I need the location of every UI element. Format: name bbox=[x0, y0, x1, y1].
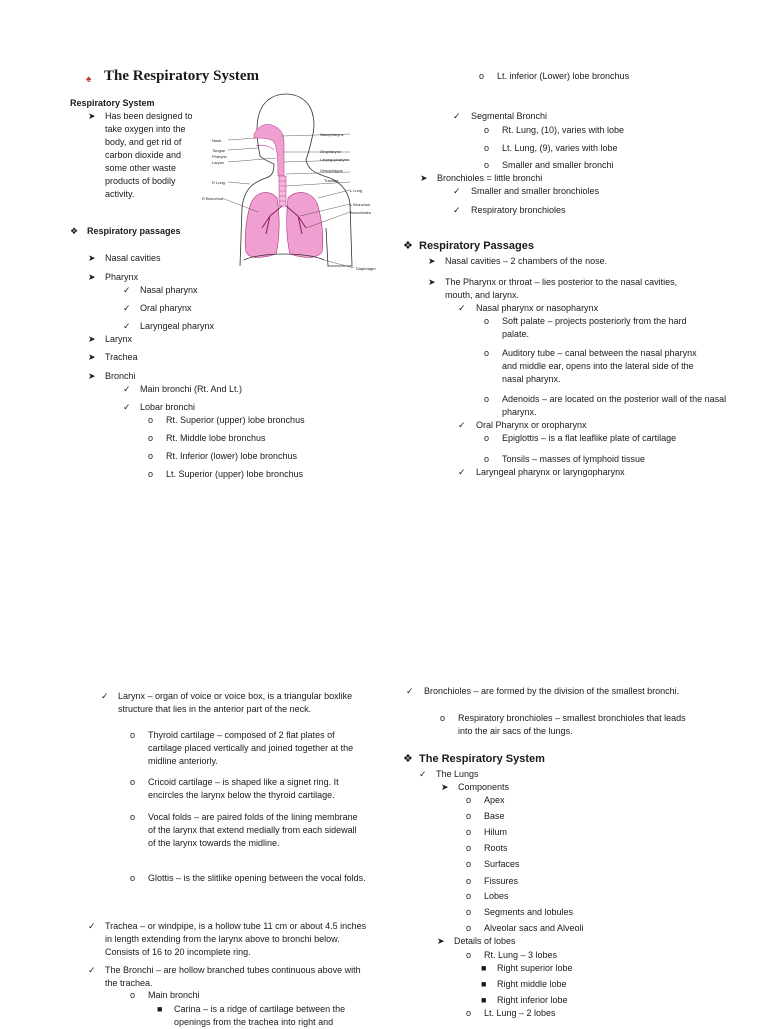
diagram-label-laryngopharynx: Laryngopharynx bbox=[320, 157, 349, 162]
list-item-bronchi: Bronchi bbox=[105, 371, 136, 381]
diagram-label-r-bronchus: R Bronchus bbox=[202, 196, 223, 201]
check-bullet-icon: ✓ bbox=[453, 205, 461, 215]
respiratory-system-subhead: Respiratory System bbox=[70, 98, 155, 108]
list-item-bronchioles: Bronchioles = little bronchi bbox=[437, 173, 543, 183]
arrow-bullet-icon: ➤ bbox=[88, 111, 96, 121]
circle-bullet-icon: o bbox=[130, 777, 136, 787]
bronchioles-definition: Bronchioles – are formed by the division of the smallest bronchi. bbox=[424, 686, 680, 696]
list-item-details-of-lobes: Details of lobes bbox=[454, 936, 516, 946]
component-item: Fissures bbox=[484, 876, 519, 886]
left-lung-shape bbox=[287, 192, 323, 257]
arrow-bullet-icon: ➤ bbox=[420, 173, 428, 183]
component-item: Base bbox=[484, 811, 505, 821]
list-item-rt-middle: Rt. Middle lobe bronchus bbox=[166, 433, 266, 443]
circle-bullet-icon: o bbox=[130, 990, 136, 1000]
check-bullet-icon: ✓ bbox=[123, 402, 131, 412]
list-item-laryngeal-pharynx: Laryngeal pharynx bbox=[140, 321, 215, 331]
list-item-larynx: Larynx bbox=[105, 334, 133, 344]
list-item-rt-inferior: Rt. Inferior (lower) lobe bronchus bbox=[166, 451, 298, 461]
list-item-components: Components bbox=[458, 782, 510, 792]
list-item-trachea: Trachea bbox=[105, 352, 138, 362]
circle-bullet-icon: o bbox=[148, 451, 154, 461]
circle-bullet-icon: o bbox=[466, 907, 472, 917]
arrow-bullet-icon: ➤ bbox=[88, 352, 96, 362]
auditory-tube-definition: Auditory tube – canal between the nasal pharynx and middle ear, opens into the lateral side of the nasal pharynx. bbox=[502, 348, 697, 384]
list-item-rt-lung-lobes: Rt. Lung – 3 lobes bbox=[484, 950, 558, 960]
component-item: Alveolar sacs and Alveoli bbox=[484, 923, 584, 933]
check-bullet-icon: ✓ bbox=[123, 321, 131, 331]
arrow-bullet-icon: ➤ bbox=[88, 334, 96, 344]
check-bullet-icon: ✓ bbox=[419, 769, 427, 779]
soft-palate-definition: Soft palate – projects posteriorly from the hard palate. bbox=[502, 316, 687, 339]
component-item: Surfaces bbox=[484, 859, 520, 869]
respiratory-passages-heading-2: Respiratory Passages bbox=[419, 240, 534, 252]
square-bullet-icon: ■ bbox=[481, 963, 487, 973]
list-item-smaller-bronchioles: Smaller and smaller bronchioles bbox=[471, 186, 600, 196]
nasal-cavities-definition: Nasal cavities – 2 chambers of the nose. bbox=[445, 256, 608, 266]
diagram-label-tongue: Tongue bbox=[212, 148, 226, 153]
circle-bullet-icon: o bbox=[466, 891, 472, 901]
check-bullet-icon: ✓ bbox=[123, 303, 131, 313]
cricoid-cartilage-definition: Cricoid cartilage – is shaped like a signet ring. It encircles the larynx below the thyroid cartilage. bbox=[148, 777, 339, 800]
list-item-nasopharynx: Nasal pharynx or nasopharynx bbox=[476, 303, 599, 313]
glottis-definition: Glottis – is the slitlike opening between the vocal folds. bbox=[148, 873, 366, 883]
larynx-definition: Larynx – organ of voice or voice box, is a triangular boxlike structure that lies in the anterior part of the neck. bbox=[118, 691, 353, 714]
arrow-bullet-icon: ➤ bbox=[88, 253, 96, 263]
diamond-bullet-icon: ❖ bbox=[70, 226, 79, 236]
list-item-right-middle-lobe: Right middle lobe bbox=[497, 979, 567, 989]
arrow-bullet-icon: ➤ bbox=[441, 782, 449, 792]
check-bullet-icon: ✓ bbox=[458, 467, 466, 477]
circle-bullet-icon: o bbox=[479, 71, 485, 81]
arrow-bullet-icon: ➤ bbox=[437, 936, 445, 946]
check-bullet-icon: ✓ bbox=[453, 186, 461, 196]
list-item-lobar-bronchi: Lobar bronchi bbox=[140, 402, 196, 412]
check-bullet-icon: ✓ bbox=[458, 303, 466, 313]
list-item-main-bronchi: Main bronchi (Rt. And Lt.) bbox=[140, 384, 243, 394]
check-bullet-icon: ✓ bbox=[406, 686, 414, 696]
check-bullet-icon: ✓ bbox=[458, 420, 466, 430]
list-item-rt-superior: Rt. Superior (upper) lobe bronchus bbox=[166, 415, 305, 425]
check-bullet-icon: ✓ bbox=[453, 111, 461, 121]
list-item-nasal-pharynx: Nasal pharynx bbox=[140, 285, 198, 295]
circle-bullet-icon: o bbox=[484, 454, 490, 464]
circle-bullet-icon: o bbox=[466, 795, 472, 805]
arrow-bullet-icon: ➤ bbox=[428, 277, 436, 287]
circle-bullet-icon: o bbox=[148, 433, 154, 443]
square-bullet-icon: ■ bbox=[481, 979, 487, 989]
check-bullet-icon: ✓ bbox=[123, 384, 131, 394]
circle-bullet-icon: o bbox=[130, 812, 136, 822]
circle-bullet-icon: o bbox=[484, 143, 490, 153]
diamond-bullet-icon: ❖ bbox=[403, 753, 413, 765]
diagram-label-diaphragm: Diaphragm bbox=[356, 266, 376, 271]
circle-bullet-icon: o bbox=[440, 713, 446, 723]
diagram-label-nose: Nose bbox=[212, 138, 222, 143]
check-bullet-icon: ✓ bbox=[101, 691, 109, 701]
diagram-label-oesophagus: Oesophagus bbox=[320, 168, 343, 173]
list-item-right-inferior-lobe: Right inferior lobe bbox=[497, 995, 568, 1005]
square-bullet-icon: ■ bbox=[481, 995, 487, 1005]
circle-bullet-icon: o bbox=[130, 730, 136, 740]
circle-bullet-icon: o bbox=[130, 873, 136, 883]
list-item-oral-pharynx: Oral pharynx bbox=[140, 303, 192, 313]
list-item-laryngopharynx: Laryngeal pharynx or laryngopharynx bbox=[476, 467, 625, 477]
list-item-nasal-cavities: Nasal cavities bbox=[105, 253, 161, 263]
component-item: Lobes bbox=[484, 891, 509, 901]
pharynx-definition: The Pharynx or throat – lies posterior to the nasal cavities, mouth, and larynx. bbox=[445, 277, 678, 300]
adenoids-definition: Adenoids – are located on the posterior wall of the nasal pharynx. bbox=[502, 394, 727, 417]
circle-bullet-icon: o bbox=[466, 859, 472, 869]
bronchi-definition: The Bronchi – are hollow branched tubes continuous above with the trachea. bbox=[105, 965, 361, 988]
circle-bullet-icon: o bbox=[148, 469, 154, 479]
list-item-lt-inferior: Lt. inferior (Lower) lobe bronchus bbox=[497, 71, 630, 81]
list-item-respiratory-bronchioles: Respiratory bronchioles bbox=[471, 205, 566, 215]
circle-bullet-icon: o bbox=[466, 876, 472, 886]
diagram-label-r-lung: R Lung bbox=[212, 180, 225, 185]
component-item: Segments and lobules bbox=[484, 907, 574, 917]
tonsils-definition: Tonsils – masses of lymphoid tissue bbox=[502, 454, 646, 464]
circle-bullet-icon: o bbox=[466, 923, 472, 933]
circle-bullet-icon: o bbox=[466, 843, 472, 853]
circle-bullet-icon: o bbox=[466, 950, 472, 960]
circle-bullet-icon: o bbox=[148, 415, 154, 425]
square-bullet-icon: ■ bbox=[157, 1004, 163, 1014]
diagram-label-pharynx: Pharynx bbox=[212, 154, 227, 159]
arrow-bullet-icon: ➤ bbox=[428, 256, 436, 266]
respiratory-system-heading-2: The Respiratory System bbox=[419, 753, 545, 765]
respiratory-passages-heading: Respiratory passages bbox=[87, 226, 181, 236]
check-bullet-icon: ✓ bbox=[123, 285, 131, 295]
list-item-smaller-bronchi: Smaller and smaller bronchi bbox=[502, 160, 614, 170]
list-item-pharynx: Pharynx bbox=[105, 272, 139, 282]
list-item-lt-lung-segments: Lt. Lung, (9), varies with lobe bbox=[502, 143, 618, 153]
list-item-segmental-bronchi: Segmental Bronchi bbox=[471, 111, 548, 121]
diagram-label-trachea: Trachea bbox=[324, 178, 339, 183]
check-bullet-icon: ✓ bbox=[88, 921, 96, 931]
arrow-bullet-icon: ➤ bbox=[88, 371, 96, 381]
title-bullet-icon: ♠ bbox=[86, 74, 92, 85]
arrow-bullet-icon: ➤ bbox=[88, 272, 96, 282]
right-lung-shape bbox=[245, 192, 279, 257]
circle-bullet-icon: o bbox=[484, 433, 490, 443]
diagram-label-bronchioles: Bronchioles bbox=[350, 210, 371, 215]
check-bullet-icon: ✓ bbox=[88, 965, 96, 975]
circle-bullet-icon: o bbox=[466, 827, 472, 837]
respiratory-system-description: Has been designed to take oxygen into the body, and get rid of carbon dioxide and some other waste products of bodily activity. bbox=[105, 111, 193, 199]
diamond-bullet-icon: ❖ bbox=[403, 240, 413, 252]
circle-bullet-icon: o bbox=[484, 316, 490, 326]
list-item-lt-lung-lobes: Lt. Lung – 2 lobes bbox=[484, 1008, 556, 1018]
circle-bullet-icon: o bbox=[466, 1008, 472, 1018]
respiratory-diagram-illustration bbox=[200, 88, 380, 274]
page-title: The Respiratory System bbox=[104, 68, 259, 84]
circle-bullet-icon: o bbox=[484, 348, 490, 358]
diagram-label-nasopharynx: Nasopharynx bbox=[320, 132, 344, 137]
diagram-label-larynx: Larynx bbox=[212, 160, 225, 165]
thyroid-cartilage-definition: Thyroid cartilage – composed of 2 flat plates of cartilage placed vertically and joined together at the midline anteriorly. bbox=[148, 730, 354, 766]
list-item-oropharynx: Oral Pharynx or oropharynx bbox=[476, 420, 587, 430]
list-item-rt-lung-segments: Rt. Lung, (10), varies with lobe bbox=[502, 125, 625, 135]
component-item: Hilum bbox=[484, 827, 508, 837]
list-item-main-bronchi-2: Main bronchi bbox=[148, 990, 200, 1000]
epiglottis-definition: Epiglottis – is a flat leaflike plate of cartilage bbox=[502, 433, 677, 443]
circle-bullet-icon: o bbox=[484, 125, 490, 135]
circle-bullet-icon: o bbox=[466, 811, 472, 821]
carina-definition: Carina – is a ridge of cartilage between the openings from the trachea into right and bbox=[174, 1004, 346, 1027]
respiratory-bronchioles-definition: Respiratory bronchioles – smallest bronchioles that leads into the air sacs of the lungs. bbox=[458, 713, 686, 736]
list-item-right-superior-lobe: Right superior lobe bbox=[497, 963, 573, 973]
respiratory-system-diagram bbox=[200, 88, 380, 274]
circle-bullet-icon: o bbox=[484, 394, 490, 404]
diagram-label-l-lung: L Lung bbox=[350, 188, 363, 193]
component-item: Apex bbox=[484, 795, 505, 805]
diagram-label-oropharynx: Oropharynx bbox=[320, 149, 341, 154]
component-item: Roots bbox=[484, 843, 508, 853]
vocal-folds-definition: Vocal folds – are paired folds of the lining membrane of the larynx that extend medially from each sidewall of the larynx towards the midline. bbox=[148, 812, 358, 848]
list-item-lt-superior: Lt. Superior (upper) lobe bronchus bbox=[166, 469, 304, 479]
diagram-label-l-bronchus: L Bronchus bbox=[350, 202, 371, 207]
trachea-definition: Trachea – or windpipe, is a hollow tube 11 cm or about 4.5 inches in length extending from the larynx above to bronchi below. Consists of 16 to 20 incomplete ring. bbox=[105, 921, 367, 957]
circle-bullet-icon: o bbox=[484, 160, 490, 170]
list-item-the-lungs: The Lungs bbox=[436, 769, 479, 779]
